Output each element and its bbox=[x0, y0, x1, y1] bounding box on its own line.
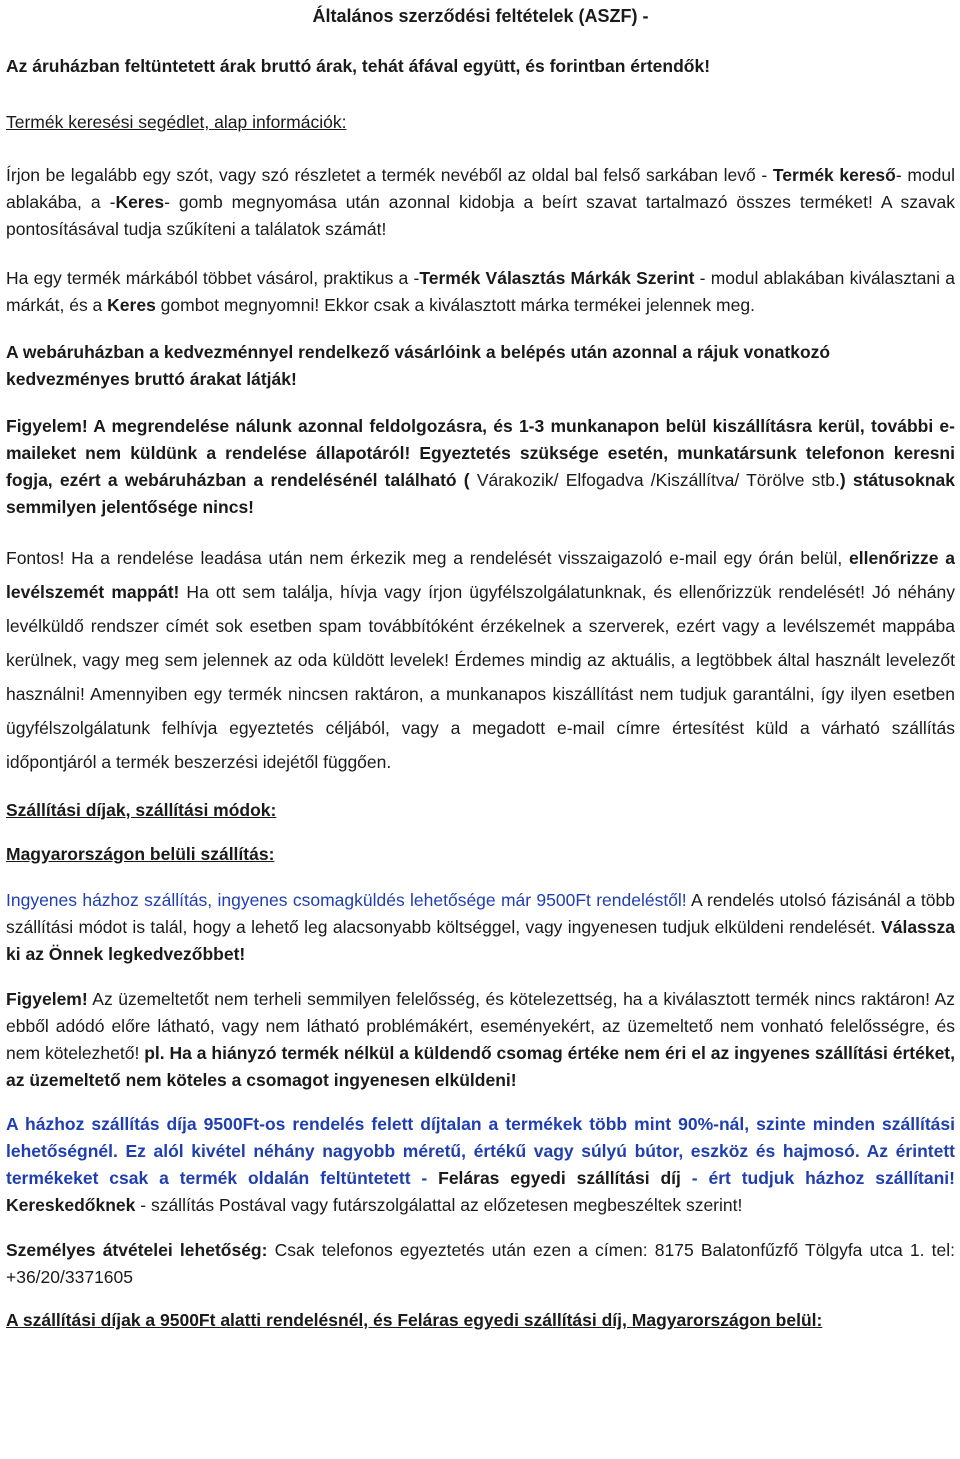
choose-best-note: Válassza ki az Önnek legkedvezőbbet! bbox=[6, 917, 955, 964]
brand-module-name: Termék Választás Márkák Szerint bbox=[419, 268, 695, 288]
discount-note: A webáruházban a kedvezménnyel rendelkező vásárlóink a belépés után azonnal a rájuk vonatkozó kedvezményes bruttó árakat látják! bbox=[6, 342, 831, 389]
surcharge-fee-name: Feláras egyedi szállítási díj bbox=[438, 1168, 681, 1188]
free-shipping-offer: Ingyenes házhoz szállítás, ingyenes csomagküldés lehetősége már 9500Ft rendeléstől! bbox=[6, 890, 687, 910]
personal-pickup-text: Csak telefonos egyeztetés után ezen a címen: 8175 Balatonfűzfő Tölgyfa utca 1. tel: +36/20/3371605 bbox=[6, 1240, 956, 1287]
check-spam-note: ellenőrizze a levélszemét mappát! bbox=[6, 548, 955, 602]
free-shipping-text: A rendelés utolsó fázisánál a több szállítási módot is talál, hogy a lehető leg alacsonyabb költséggel, vagy ingyenesen tudjuk elküldeni rendelését. bbox=[6, 890, 955, 937]
home-delivery-text-1: A házhoz szállítás díja 9500Ft-os rendelés felett díjtalan a termékek több mint 90%-nál, szinte minden szállítási lehetőségnél. Ez alól kivétel néhány nagyobb méretű, értékű vagy súlyú bútor, eszköz és hajmosó. Az érintett termékeket csak a termék oldalán feltüntetett - bbox=[6, 1114, 955, 1188]
brand-help-paragraph bbox=[6, 265, 955, 319]
document-page bbox=[6, 0, 955, 1334]
brand-search-button-name: Keres bbox=[107, 295, 156, 315]
domestic-shipping-heading: Magyarországon belüli szállítás: bbox=[6, 844, 275, 864]
shipping-heading: Szállítási díjak, szállítási módok: bbox=[6, 800, 277, 820]
search-help-heading bbox=[6, 109, 955, 136]
shipping-fees-heading: A szállítási díjak a 9500Ft alatti rendelésnél, és Feláras egyedi szállítási díj, Magyarországon belül: bbox=[6, 1310, 823, 1330]
search-help-text-1: Írjon be legalább egy szót, vagy szó részletet a termék nevéből az oldal bal felső sarkában levő - bbox=[6, 165, 773, 185]
free-shipping-paragraph bbox=[6, 887, 955, 968]
product-search-module-name: Termék kereső bbox=[772, 165, 896, 185]
search-help-paragraph bbox=[6, 162, 955, 243]
important-text-2: Ha ott sem találja, hívja vagy írjon ügyfélszolgálatunknak, és ellenőrizzük rendelését! Jó néhány levélküldő rendszer címét sok esetben spam továbbítóként érzékelnek a szerverek, ezért vagy a levélszemét mappába kerülnek, vagy meg sem jelennek az oda küldött levelek! Érdemes mindig az aktuális, a legtöbbek által használt levelezőt használni! Amennyiben egy termék nincsen raktáron, a munkanapos kiszállítást nem tudjuk garantálni, így ilyen esetben ügyfélszolgálatunk felhívja egyeztetés céljából, vagy a megadott e-mail címre értesítést küld a várható szállítás időpontjáról a termék beszerzési idejétől függően. bbox=[6, 582, 955, 772]
important-email-paragraph bbox=[6, 541, 955, 779]
home-delivery-paragraph bbox=[6, 1111, 955, 1219]
search-button-name: Keres bbox=[115, 192, 165, 212]
attention-order-text-1: Figyelem! A megrendelése nálunk azonnal feldolgozásra, és 1-3 munkanapon belül kiszállításra kerül, további e-maileket nem küldünk a rendelése állapotáról! Egyeztetés szüksége esetén, munkatársunk telefonon keresni fogja, ezért a webáruházban a rendelésénél található ( bbox=[6, 416, 955, 490]
merchants-label: Kereskedőknek bbox=[6, 1195, 136, 1215]
page-title: Általános szerződési feltételek (ASZF) - bbox=[312, 6, 649, 26]
search-help-text-3: - gomb megnyomása után azonnal kidobja a beírt szavat tartalmazó összes terméket! A szavak pontosításával tudja szűkíteni a találatok számát! bbox=[6, 192, 955, 239]
attention-stock-text: Az üzemeltetőt nem terheli semmilyen felelősség, és kötelezettség, ha a kiválasztott termék nincs raktáron! Az ebből adódó előre látható, vagy nem látható problémákért, eseményekért, az üzemeltető nem vonható felelősségre, és nem kötelezhető! bbox=[6, 989, 955, 1063]
search-help-heading-text: Termék keresési segédlet, alap információk: bbox=[6, 112, 347, 132]
personal-pickup-label: Személyes átvételei lehetőség: bbox=[6, 1240, 268, 1260]
personal-pickup-paragraph bbox=[6, 1237, 955, 1291]
brand-help-text-2: - modul ablakában kiválasztani a márkát, és a bbox=[6, 268, 956, 315]
attention-order-paragraph bbox=[6, 413, 955, 521]
merchants-text: - szállítás Postával vagy futárszolgálattal az előzetesen megbeszéltek szerint! bbox=[135, 1195, 743, 1215]
price-note: Az áruházban feltüntetett árak bruttó árak, tehát áfával együtt, és forintban értendők! bbox=[6, 56, 711, 76]
important-text-1: Fontos! Ha a rendelése leadása után nem érkezik meg a rendelését visszaigazoló e-mail egy órán belül, bbox=[6, 548, 849, 568]
order-status-list: Várakozik/ Elfogadva /Kiszállítva/ Törölve stb. bbox=[476, 470, 840, 490]
attention-order-text-2: ) státusoknak semmilyen jelentősége nincs! bbox=[6, 470, 955, 517]
home-delivery-text-2: - ért tudjuk házhoz szállítani! bbox=[680, 1168, 955, 1188]
brand-help-text-1: Ha egy termék márkából többet vásárol, praktikus a - bbox=[6, 268, 420, 288]
attention-label: Figyelem! bbox=[6, 989, 88, 1009]
attention-stock-paragraph bbox=[6, 986, 955, 1094]
brand-help-text-3: gombot megnyomni! Ekkor csak a kiválasztott márka termékei jelennek meg. bbox=[155, 295, 755, 315]
search-help-text-2: - modul ablakába, a - bbox=[6, 165, 955, 212]
attention-stock-example: pl. Ha a hiányzó termék nélkül a küldendő csomag értéke nem éri el az ingyenes szállítási értéket, az üzemeltető nem köteles a csomagot ingyenesen elküldeni! bbox=[6, 1043, 955, 1090]
